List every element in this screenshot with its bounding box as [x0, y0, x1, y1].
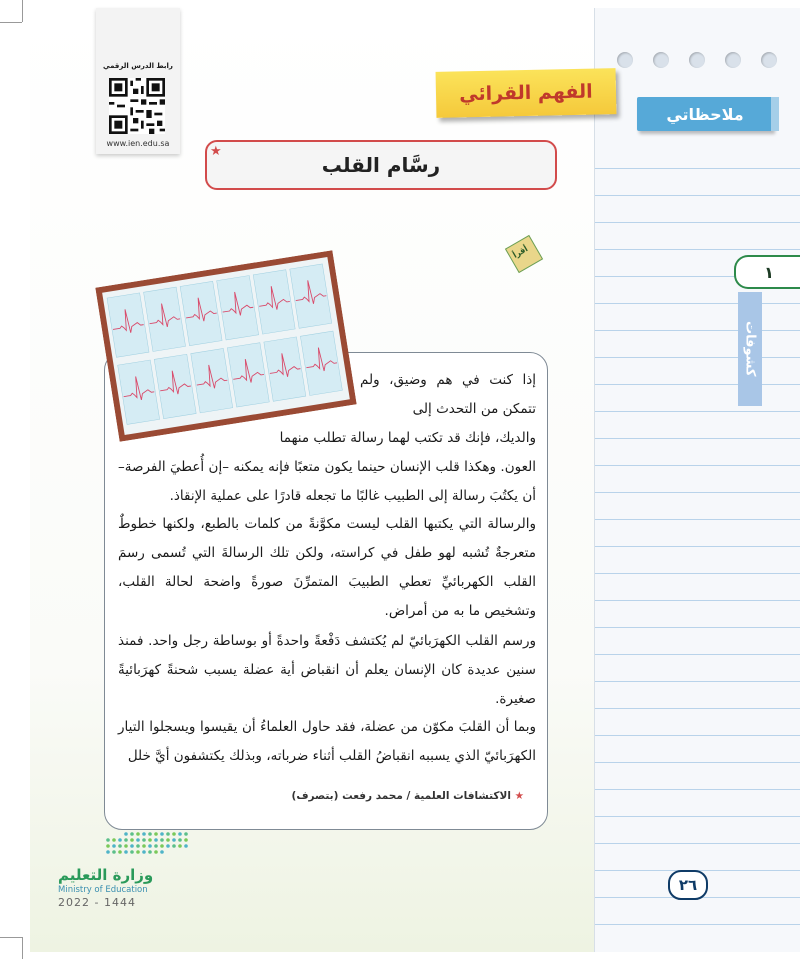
- logo-dot: [160, 838, 164, 842]
- star-icon: ★: [514, 790, 524, 802]
- logo-dot: [118, 838, 122, 842]
- paragraph-4: وبما أن القلبَ مكوّن من عضلة، فقد حاول العلماءُ أن يقيسوا ويسجلوا التيار الكهرَبائيّ الذي يسببه انقباضُ القلب أثناء ضرباته، وبذلك يكتشفون أيَّ خلل: [118, 719, 536, 764]
- lesson-title-box: [205, 140, 557, 190]
- logo-dot: [142, 850, 146, 854]
- note-line: [595, 465, 800, 466]
- section-number-badge: [734, 255, 800, 289]
- logo-dot: [106, 850, 110, 854]
- note-line: [595, 708, 800, 709]
- crop-mark: [22, 0, 23, 22]
- note-line: [595, 843, 800, 844]
- logo-dot: [106, 838, 110, 842]
- logo-dot: [160, 832, 164, 836]
- note-line: [595, 816, 800, 817]
- ministry-name-ar: وزارة التعليم: [58, 866, 154, 884]
- vertical-tab-text: [738, 292, 762, 406]
- logo-dot: [178, 844, 182, 848]
- qr-code-icon[interactable]: [109, 78, 165, 134]
- logo-dot: [160, 844, 164, 848]
- logo-dot: [112, 844, 116, 848]
- note-line: [595, 762, 800, 763]
- section-number: ١: [764, 262, 774, 282]
- note-line: [595, 438, 800, 439]
- logo-dot: [178, 838, 182, 842]
- logo-dot: [136, 844, 140, 848]
- logo-dot: [154, 844, 158, 848]
- logo-dot: [154, 850, 158, 854]
- binder-hole-icon: [725, 52, 741, 68]
- ministry-logo-icon: [104, 830, 190, 860]
- notes-column: [594, 8, 800, 952]
- note-line: [595, 546, 800, 547]
- source-text: الاكتشافات العلمية / محمد رفعت (بتصرف): [291, 790, 511, 802]
- note-line: [595, 384, 800, 385]
- logo-dot: [184, 838, 188, 842]
- binder-hole-icon: [653, 52, 669, 68]
- logo-dot: [130, 832, 134, 836]
- logo-dot: [136, 838, 140, 842]
- logo-dot: [112, 850, 116, 854]
- notes-tab-label: ملاحظاتي: [666, 104, 744, 124]
- logo-dot: [148, 850, 152, 854]
- logo-dot: [118, 850, 122, 854]
- note-line: [595, 573, 800, 574]
- paragraph-1: إذا كنت في هم وضيق، ولم تتمكن من التحدث إلى: [360, 372, 536, 417]
- logo-dot: [124, 844, 128, 848]
- logo-dot: [166, 844, 170, 848]
- note-line: [595, 411, 800, 412]
- lesson-title: رسَّام القلب: [321, 153, 441, 177]
- logo-dot: [172, 844, 176, 848]
- crop-mark: [0, 22, 22, 23]
- note-line: [595, 735, 800, 736]
- note-line: [595, 492, 800, 493]
- note-line: [595, 600, 800, 601]
- page-number-text: ٢٦: [678, 876, 698, 894]
- note-line: [595, 654, 800, 655]
- logo-dot: [142, 832, 146, 836]
- logo-dot: [172, 838, 176, 842]
- vertical-tab-label: كشوفات: [742, 321, 758, 377]
- ministry-name-en: Ministry of Education: [58, 885, 148, 895]
- logo-dot: [154, 832, 158, 836]
- note-line: [595, 330, 800, 331]
- note-line: [595, 681, 800, 682]
- section-header-tab: [436, 68, 617, 118]
- logo-dot: [136, 850, 140, 854]
- logo-dot: [142, 844, 146, 848]
- logo-dot: [106, 844, 110, 848]
- logo-dot: [148, 844, 152, 848]
- logo-dot: [148, 838, 152, 842]
- note-line: [595, 627, 800, 628]
- star-icon: ★: [210, 144, 222, 159]
- logo-dot: [112, 838, 116, 842]
- logo-dot: [124, 850, 128, 854]
- note-line: [595, 222, 800, 223]
- paragraph-1-end: العون. وهكذا قلب الإنسان حينما يكون متعبًا فإنه يمكنه –إن أُعطيَ الفرصة– أن يكتُبَ رسالة إلى الطبيب غالبًا ما تجعله قادرًا على عملية الإنقاذ.: [118, 459, 536, 504]
- logo-dot: [178, 832, 182, 836]
- edition-year: 2022 - 1444: [58, 896, 136, 909]
- paragraph-3: ورسم القلب الكهرَبائيّ لم يُكتشف دَفْعةً واحدةً أو بوساطة رجل واحد. فمنذ سنين عديدة كان الإنسان يعلم أن انقباض أية عضلة يسبب شحنةً كهرَبائيةً صغيرة.: [118, 633, 536, 707]
- logo-dot: [154, 838, 158, 842]
- section-header-label: الفهم القرائي: [459, 80, 593, 106]
- logo-dot: [148, 832, 152, 836]
- logo-dot: [184, 832, 188, 836]
- logo-dot: [136, 832, 140, 836]
- logo-dot: [130, 850, 134, 854]
- qr-caption: رابط الدرس الرقمي: [103, 62, 173, 70]
- logo-dot: [142, 838, 146, 842]
- crop-mark: [22, 937, 23, 959]
- logo-dot: [166, 838, 170, 842]
- note-line: [595, 924, 800, 925]
- note-line: [595, 249, 800, 250]
- read-sticker-label: أقرأ: [511, 244, 530, 260]
- logo-dot: [124, 838, 128, 842]
- source-citation: [124, 790, 524, 802]
- binder-hole-icon: [689, 52, 705, 68]
- note-line: [595, 789, 800, 790]
- logo-dot: [118, 844, 122, 848]
- note-line: [595, 195, 800, 196]
- crop-mark: [0, 937, 22, 938]
- note-line: [595, 303, 800, 304]
- logo-dot: [184, 844, 188, 848]
- paragraph-1-cont: والديك، فإنك قد تكتب لهما رسالة تطلب منهما: [279, 430, 536, 446]
- logo-dot: [130, 838, 134, 842]
- logo-dot: [166, 832, 170, 836]
- binder-hole-icon: [617, 52, 633, 68]
- logo-dot: [172, 832, 176, 836]
- note-line: [595, 168, 800, 169]
- notes-tab-edge: [771, 97, 779, 131]
- logo-dot: [130, 844, 134, 848]
- paragraph-2: والرسالة التي يكتبها القلب ليست مكوَّنةً من كلمات بالطبع، ولكنها خطوطٌ متعرجةٌ تُشبه لهو طفل في كراسته، ولكن تلك الرسالةَ التي تُسمى رسمَ القلب الكهربائيِّ تعطي الطبيبَ المتمرِّنَ صورةً واضحة لحالة القلب، وتشخيص ما به من أمراض.: [118, 516, 536, 619]
- note-line: [595, 519, 800, 520]
- binder-hole-icon: [761, 52, 777, 68]
- notes-tab[interactable]: [637, 97, 773, 131]
- note-line: [595, 357, 800, 358]
- page-number: [668, 870, 708, 900]
- qr-url[interactable]: www.ien.edu.sa: [106, 139, 170, 148]
- logo-dot: [124, 832, 128, 836]
- logo-dot: [160, 850, 164, 854]
